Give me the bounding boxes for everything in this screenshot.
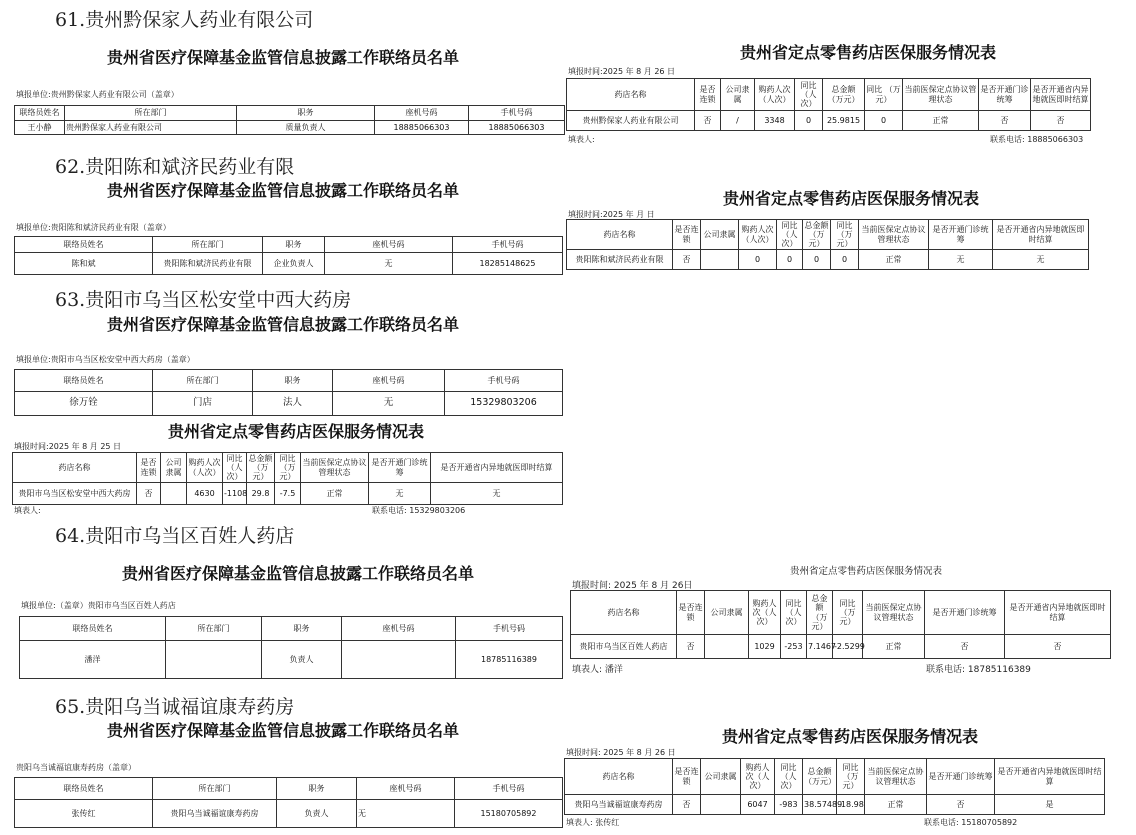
hdr-landline: 座机号码 <box>342 617 456 641</box>
cell-remote: 无 <box>431 483 563 505</box>
hdr-name: 联络员姓名 <box>20 617 166 641</box>
cell-dept: 贵阳陈和斌济民药业有限 <box>153 253 263 275</box>
service-table-63 <box>12 452 563 505</box>
hdr-outpatient: 是否开通门诊统筹 <box>925 591 1005 635</box>
hdr-chain: 是否连锁 <box>137 453 161 483</box>
cell-status: 正常 <box>863 635 925 659</box>
liaison-table-65 <box>14 777 563 828</box>
cell-role: 负责人 <box>277 800 357 828</box>
section-heading-61: 61.贵州黔保家人药业有限公司 <box>55 9 314 31</box>
hdr-role: 职务 <box>237 106 375 121</box>
hdr-buyers: 购药人次（人次） <box>187 453 223 483</box>
cell-mobile: 15180705892 <box>455 800 563 828</box>
filler-63: 填表人: <box>14 506 41 515</box>
cell-remote: 否 <box>1031 111 1091 131</box>
cell-buyers: 1029 <box>749 635 781 659</box>
hdr-yoy-amt: 同比（万元） <box>837 759 865 795</box>
cell-mobile: 18285148625 <box>453 253 563 275</box>
hdr-status: 当前医保定点协议管理状态 <box>301 453 369 483</box>
cell-buyers: 4630 <box>187 483 223 505</box>
hdr-name: 联络员姓名 <box>15 237 153 253</box>
cell-landline: 18885066303 <box>375 121 469 135</box>
cell-remote: 无 <box>993 250 1089 270</box>
hdr-amount: 总金额（万元） <box>804 220 829 249</box>
hdr-yoy-amt: 同比（万元） <box>831 220 859 250</box>
cell-chain: 否 <box>673 795 701 815</box>
fill-time-64: 填报时间: 2025 年 8 月 26日 <box>572 581 693 591</box>
hdr-chain: 是否连锁 <box>673 220 701 250</box>
hdr-affil: 公司隶属 <box>161 453 187 483</box>
hdr-store: 药店名称 <box>567 220 673 250</box>
liaison-title-62: 贵州省医疗保障基金监管信息披露工作联络员名单 <box>107 181 460 200</box>
cell-outpatient: 无 <box>929 250 993 270</box>
hdr-store: 药店名称 <box>571 591 677 635</box>
hdr-remote: 是否开通省内异地就医即时结算 <box>993 220 1089 250</box>
hdr-dept: 所在部门 <box>153 370 253 392</box>
cell-status: 正常 <box>865 795 927 815</box>
cell-mobile: 15329803206 <box>445 392 563 416</box>
service-title-64: 贵州省定点零售药店医保服务情况表 <box>790 566 943 577</box>
fill-time-63: 填报时间:2025 年 8 月 25 日 <box>14 442 122 451</box>
hdr-landline: 座机号码 <box>375 106 469 121</box>
hdr-name: 联络员姓名 <box>15 106 65 121</box>
fill-time-65: 填报时间: 2025 年 8 月 26 日 <box>566 748 676 757</box>
liaison-title-61: 贵州省医疗保障基金监管信息披露工作联络员名单 <box>107 48 460 67</box>
cell-dept: 贵阳乌当诚福谊康寿药房 <box>153 800 277 828</box>
hdr-yoy-amt: 同比 （万元） <box>865 79 903 111</box>
cell-role: 质量负责人 <box>237 121 375 135</box>
cell-yoy: 0 <box>777 250 803 270</box>
hdr-landline: 座机号码 <box>357 778 455 800</box>
cell-yoy-amt: -18.98 <box>837 795 865 815</box>
cell-status: 正常 <box>903 111 979 131</box>
hdr-status: 当前医保定点协议管理状态 <box>865 759 927 795</box>
hdr-yoy-amt: 同比（万元） <box>833 591 863 635</box>
hdr-dept: 所在部门 <box>153 778 277 800</box>
hdr-affil: 公司隶属 <box>701 220 739 250</box>
hdr-store: 药店名称 <box>567 79 695 111</box>
hdr-status: 当前医保定点协议管理状态 <box>863 591 925 635</box>
hdr-dept: 所在部门 <box>153 237 263 253</box>
cell-role: 法人 <box>253 392 333 416</box>
hdr-store: 药店名称 <box>565 759 673 795</box>
cell-landline: 无 <box>357 800 455 828</box>
fill-time-61: 填报时间:2025 年 8 月 26 日 <box>568 67 676 76</box>
hdr-remote: 是否开通省内异地就医即时结算 <box>995 759 1105 795</box>
cell-name: 陈和斌 <box>15 253 153 275</box>
cell-landline: 无 <box>325 253 453 275</box>
hdr-affil: 公司隶属 <box>705 591 749 635</box>
service-table-65 <box>564 758 1105 815</box>
cell-affil <box>705 635 749 659</box>
hdr-yoy-amt: 同比（万元） <box>275 453 301 483</box>
phone-64: 联系电话: 18785116389 <box>926 665 1031 675</box>
hdr-mobile: 手机号码 <box>455 778 563 800</box>
cell-store: 贵州黔保家人药业有限公司 <box>567 111 695 131</box>
hdr-role: 职务 <box>262 617 342 641</box>
hdr-outpatient: 是否开通门诊统筹 <box>929 220 993 250</box>
hdr-mobile: 手机号码 <box>445 370 563 392</box>
hdr-yoy: 同比（人次） <box>777 220 803 250</box>
hdr-mobile: 手机号码 <box>469 106 565 121</box>
cell-outpatient: 否 <box>979 111 1031 131</box>
cell-dept <box>166 641 262 679</box>
hdr-remote: 是否开通省内异地就医即时结算 <box>431 453 563 483</box>
liaison-title-63: 贵州省医疗保障基金监管信息披露工作联络员名单 <box>107 315 460 334</box>
service-table-61 <box>566 78 1091 131</box>
liaison-table-62 <box>14 236 563 275</box>
cell-yoy-amt: 0 <box>865 111 903 131</box>
service-title-62: 贵州省定点零售药店医保服务情况表 <box>723 189 980 208</box>
cell-yoy: 0 <box>795 111 823 131</box>
hdr-affil: 公司隶属 <box>721 79 755 111</box>
hdr-chain: 是否连锁 <box>695 79 721 111</box>
service-title-61: 贵州省定点零售药店医保服务情况表 <box>740 43 997 62</box>
cell-role: 企业负责人 <box>263 253 325 275</box>
liaison-title-64: 贵州省医疗保障基金监管信息披露工作联络员名单 <box>122 564 475 583</box>
cell-amount: 38.57489 <box>803 795 837 815</box>
cell-remote: 否 <box>1005 635 1111 659</box>
cell-mobile: 18785116389 <box>456 641 563 679</box>
hdr-yoy: 同比（人次） <box>795 79 823 111</box>
service-title-63: 贵州省定点零售药店医保服务情况表 <box>168 422 425 441</box>
phone-65: 联系电话: 15180705892 <box>924 818 1018 827</box>
hdr-amount: 总金额（万元） <box>823 79 865 111</box>
service-table-62 <box>566 219 1089 270</box>
section-heading-62: 62.贵阳陈和斌济民药业有限 <box>55 156 295 178</box>
cell-affil: / <box>721 111 755 131</box>
section-heading-64: 64.贵阳市乌当区百姓人药店 <box>55 525 295 547</box>
filler-64: 填表人: 潘洋 <box>572 665 623 675</box>
cell-yoy-amt: -7.5 <box>275 483 301 505</box>
hdr-status: 当前医保定点协议管理状态 <box>859 220 929 250</box>
hdr-yoy: 同比（人次） <box>775 759 803 795</box>
cell-outpatient: 无 <box>369 483 431 505</box>
liaison-table-61 <box>14 105 565 135</box>
cell-chain: 否 <box>137 483 161 505</box>
hdr-status: 当前医保定点协议管理状态 <box>903 79 979 111</box>
cell-yoy-amt: 0 <box>831 250 859 270</box>
unit-label-64: 填报单位:（盖章）贵阳市乌当区百姓人药店 <box>21 601 176 610</box>
hdr-landline: 座机号码 <box>325 237 453 253</box>
hdr-amount: 总金额（万元） <box>807 591 833 635</box>
cell-name: 张传红 <box>15 800 153 828</box>
cell-name: 王小静 <box>15 121 65 135</box>
hdr-chain: 是否连锁 <box>673 759 701 795</box>
hdr-yoy: 同比（人次） <box>781 591 807 635</box>
hdr-amount: 总金额（万元） <box>248 453 273 482</box>
hdr-role: 职务 <box>263 237 325 253</box>
hdr-amount: 总金额（万元） <box>803 759 837 795</box>
cell-yoy-amt: -2.5299 <box>833 635 863 659</box>
cell-mobile: 18885066303 <box>469 121 565 135</box>
cell-status: 正常 <box>859 250 929 270</box>
section-heading-65: 65.贵阳乌当诚福谊康寿药房 <box>55 696 295 718</box>
cell-name: 徐万铨 <box>15 392 153 416</box>
cell-store: 贵阳市乌当区百姓人药店 <box>571 635 677 659</box>
hdr-name: 联络员姓名 <box>15 778 153 800</box>
hdr-buyers: 购药人次（人次） <box>741 759 775 795</box>
hdr-landline: 座机号码 <box>333 370 445 392</box>
cell-affil <box>701 250 739 270</box>
cell-outpatient: 否 <box>925 635 1005 659</box>
hdr-remote: 是否开通省内异地就医即时结算 <box>1005 591 1111 635</box>
cell-amount: 25.9815 <box>823 111 865 131</box>
cell-yoy: -983 <box>775 795 803 815</box>
hdr-chain: 是否连锁 <box>677 591 705 635</box>
liaison-table-63 <box>14 369 563 416</box>
hdr-buyers: 购药人次（人次） <box>749 591 781 635</box>
liaison-table-64 <box>19 616 563 679</box>
cell-chain: 否 <box>677 635 705 659</box>
hdr-role: 职务 <box>277 778 357 800</box>
cell-chain: 否 <box>673 250 701 270</box>
cell-amount: 0 <box>803 250 831 270</box>
hdr-yoy: 同比（人次） <box>223 453 247 483</box>
cell-store: 贵阳市乌当区松安堂中西大药房 <box>13 483 137 505</box>
cell-dept: 门店 <box>153 392 253 416</box>
hdr-outpatient: 是否开通门诊统筹 <box>369 453 431 483</box>
hdr-affil: 公司隶属 <box>701 759 741 795</box>
cell-affil <box>701 795 741 815</box>
unit-label-62: 填报单位:贵阳陈和斌济民药业有限（盖章） <box>16 223 171 232</box>
cell-store: 贵阳乌当诚福谊康寿药房 <box>565 795 673 815</box>
hdr-mobile: 手机号码 <box>453 237 563 253</box>
filler-61: 填表人: <box>568 135 595 144</box>
phone-63: 联系电话: 15329803206 <box>372 506 466 515</box>
cell-dept: 贵州黔保家人药业有限公司 <box>65 121 237 135</box>
fill-time-62: 填报时间:2025 年 月 日 <box>568 210 655 219</box>
unit-label-63: 填报单位:贵阳市乌当区松安堂中西大药房（盖章） <box>16 355 195 364</box>
hdr-buyers: 购药人次（人次） <box>739 220 777 250</box>
cell-buyers: 3348 <box>755 111 795 131</box>
cell-chain: 否 <box>695 111 721 131</box>
hdr-remote: 是否开通省内异地就医即时结算 <box>1031 79 1091 111</box>
phone-61: 联系电话: 18885066303 <box>990 135 1084 144</box>
cell-landline: 无 <box>333 392 445 416</box>
unit-label-65: 贵阳乌当诚福谊康寿药房（盖章） <box>16 763 136 772</box>
liaison-title-65: 贵州省医疗保障基金监管信息披露工作联络员名单 <box>107 721 460 740</box>
cell-yoy: -253 <box>781 635 807 659</box>
cell-store: 贵阳陈和斌济民药业有限 <box>567 250 673 270</box>
section-heading-63: 63.贵阳市乌当区松安堂中西大药房 <box>55 289 352 311</box>
cell-yoy: -1108 <box>223 483 247 505</box>
cell-amount: 7.1467 <box>807 635 833 659</box>
hdr-dept: 所在部门 <box>166 617 262 641</box>
cell-role: 负责人 <box>262 641 342 679</box>
hdr-mobile: 手机号码 <box>456 617 563 641</box>
service-table-64 <box>570 590 1111 659</box>
cell-outpatient: 否 <box>927 795 995 815</box>
hdr-store: 药店名称 <box>13 453 137 483</box>
cell-buyers: 0 <box>739 250 777 270</box>
hdr-outpatient: 是否开通门诊统筹 <box>927 759 995 795</box>
filler-65: 填表人: 张传红 <box>566 818 620 827</box>
service-title-65: 贵州省定点零售药店医保服务情况表 <box>722 727 979 746</box>
cell-buyers: 6047 <box>741 795 775 815</box>
hdr-outpatient: 是否开通门诊统筹 <box>979 79 1031 111</box>
cell-landline <box>342 641 456 679</box>
hdr-dept: 所在部门 <box>65 106 237 121</box>
cell-affil <box>161 483 187 505</box>
hdr-buyers: 购药人次（人次） <box>755 79 795 111</box>
cell-status: 正常 <box>301 483 369 505</box>
cell-amount: 29.8 <box>247 483 275 505</box>
hdr-name: 联络员姓名 <box>15 370 153 392</box>
cell-name: 潘洋 <box>20 641 166 679</box>
unit-label-61: 填报单位:贵州黔保家人药业有限公司（盖章） <box>16 90 179 99</box>
hdr-role: 职务 <box>253 370 333 392</box>
cell-remote: 是 <box>995 795 1105 815</box>
